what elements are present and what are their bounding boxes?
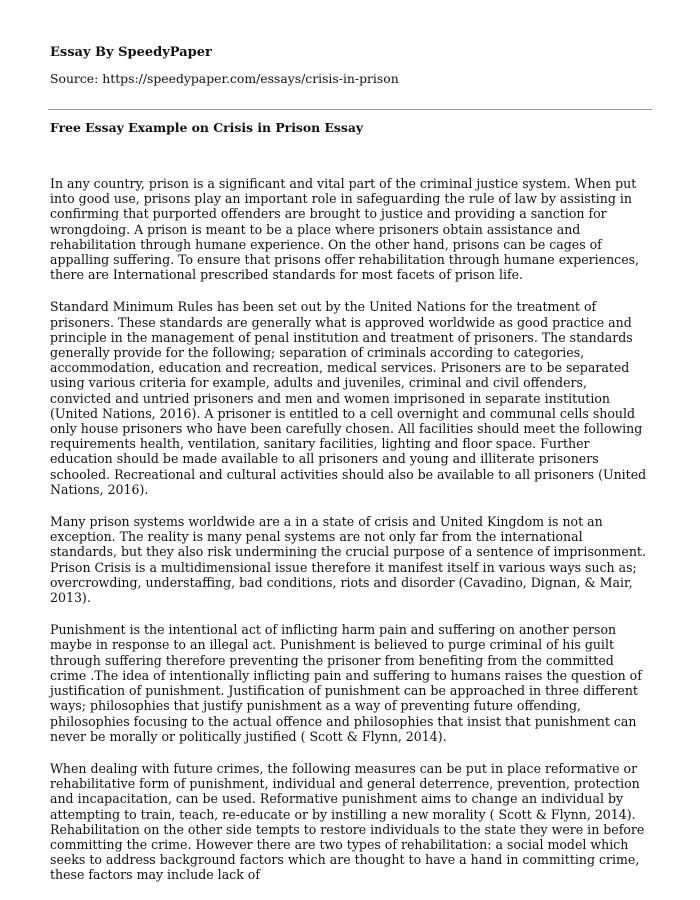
divider bbox=[48, 109, 652, 110]
paragraph: In any country, prison is a significant and vital part of the criminal justice system. When put into good use, prisons play an important role in safeguarding the rule of law by assisting in confirming that purported offenders are brought to justice and providing a sanction for wrongdoing. A prison is meant to be a place where prisoners obtain assistance and rehabilitation through humane experience. On the other hand, prisons can be cages of appalling suffering. To ensure that prisons offer rehabilitation through humane experiences, there are International prescribed standards for most facets of prison life. bbox=[50, 176, 640, 283]
paragraph: When dealing with future crimes, the following measures can be put in place reformative or rehabilitative form of punishment, individual and general deterrence, prevention, protection and incapacitation, can be used. Reformative punishment aims to change an individual by attempting to train, teach, re-educate or by instilling a new morality ( Scott & Flynn, 2014). Rehabilitation on the other side tempts to restore individuals to the state they were in before committing the crime. However there are two types of rehabilitation: a social model which seeks to address background factors which are thought to have a hand in committing crime, these factors may include lack of bbox=[50, 760, 645, 883]
paragraph: Many prison systems worldwide are a in a state of crisis and United Kingdom is not an exception. The reality is many penal systems are not only far from the international standards, but they also risk undermining the crucial purpose of a sentence of imprisonment. Prison Crisis is a multidimensional issue therefore it manifest itself in various ways such as; overcrowding, understaffing, bad conditions, riots and disorder (Cavadino, Dignan, & Mair, 2013). bbox=[50, 514, 646, 606]
document-page bbox=[50, 0, 650, 883]
source-line: Source: https://speedypaper.com/essays/crisis-in-prison bbox=[50, 71, 399, 86]
paragraph: Standard Minimum Rules has been set out by the United Nations for the treatment of prisoners. These standards are generally what is approved worldwide as good practice and principle in the management of penal institution and treatment of prisoners. The standards generally provide for the following; separation of criminals according to categories, accommodation, education and recreation, medical services. Prisoners are to be separated using various criteria for example, adults and juveniles, criminal and civil offenders, convicted and untried prisoners and men and women imprisoned in separate institution (United Nations, 2016). A prisoner is entitled to a cell overnight and communal cells should only house prisoners who have been carefully chosen. All facilities should meet the following requirements health, ventilation, sanitary facilities, lighting and floor space. Further education should be made available to all prisoners and young and illiterate prisoners schooled. Recreational and cultural activities should also be available to all prisoners (United Nations, 2016). bbox=[50, 299, 647, 497]
essay-body bbox=[50, 176, 650, 900]
essay-title: Free Essay Example on Crisis in Prison Essay bbox=[50, 120, 364, 135]
paragraph: Punishment is the intentional act of inflicting harm pain and suffering on another person maybe in response to an illegal act. Punishment is believed to purge criminal of his guilt through suffering therefore preventing the prisoner from benefiting from the committed crime .The idea of intentionally inflicting pain and suffering to humans raises the question of justification of punishment. Justification of punishment can be approached in three different ways; philosophies that justify punishment as a way of preventing future offending, philosophies focusing to the actual offence and philosophies that insist that punishment can never be morally or politically justified ( Scott & Flynn, 2014). bbox=[50, 622, 642, 744]
brand-heading: Essay By SpeedyPaper bbox=[50, 45, 212, 60]
